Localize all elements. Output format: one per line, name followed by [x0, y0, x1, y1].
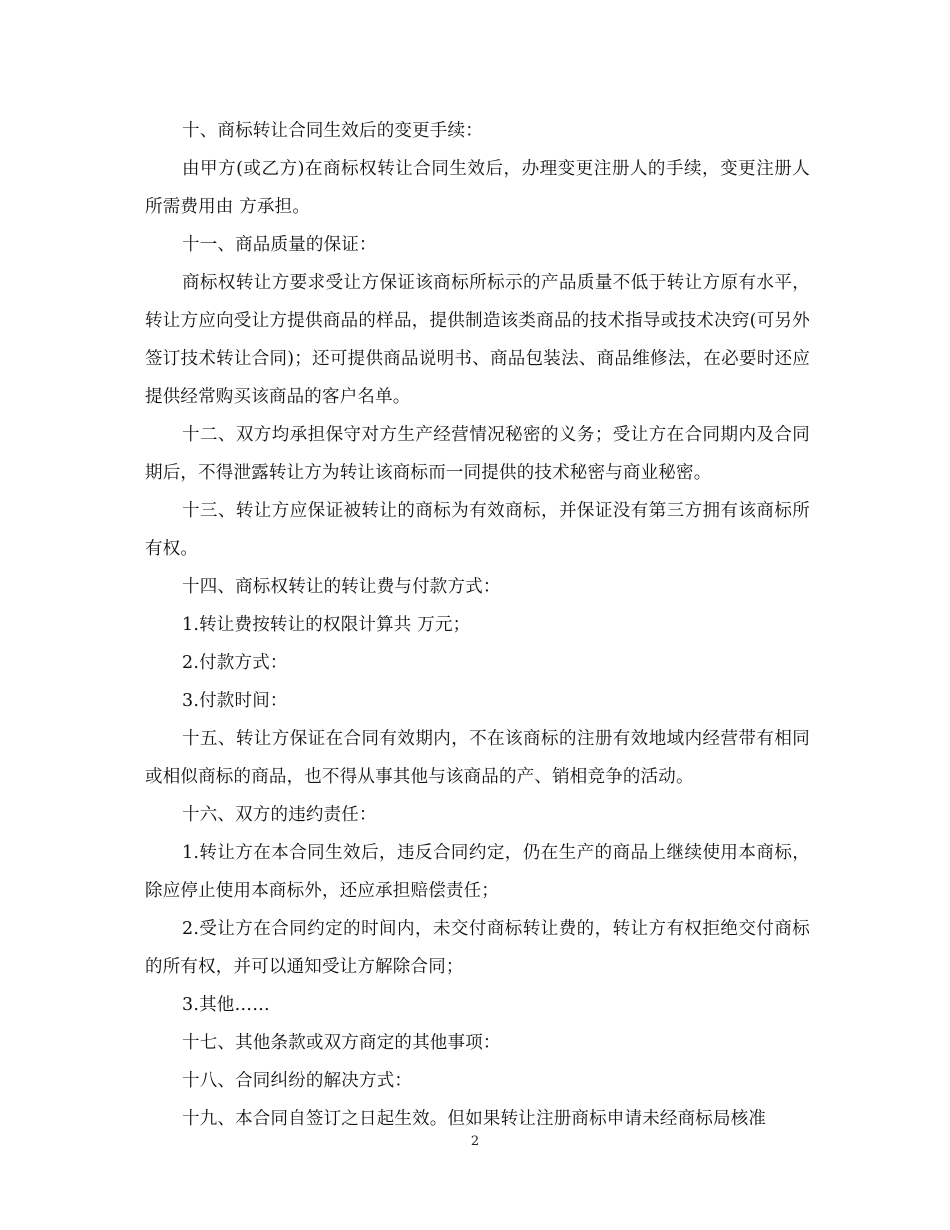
clause-16-heading: 十六、双方的违约责任： — [182, 805, 377, 825]
clause-15-text: 十五、转让方保证在合同有效期内，不在该商标的注册有效地域内经营带有相同或相似商标的商品，也不得从事其他与该商品的产、销相竞争的活动。 — [145, 729, 810, 787]
page-number: 2 — [470, 1134, 480, 1149]
clause-17-heading: 十七、其他条款或双方商定的其他事项： — [182, 1033, 501, 1053]
document-body — [145, 112, 810, 1138]
clause-14-item-1: 1.转让费按转让的权限计算共 万元； — [182, 615, 471, 635]
clause-14-item-3: 3.付款时间： — [182, 691, 288, 711]
clause-16-item-2: 2.受让方在合同约定的时间内，未交付商标转让费的，转让方有权拒绝交付商标的所有权，并可以通知受让方解除合同； — [145, 919, 810, 977]
clause-14-heading: 十四、商标权转让的转让费与付款方式： — [182, 577, 501, 597]
clause-18-heading: 十八、合同纠纷的解决方式： — [182, 1071, 413, 1091]
clause-14-item-2: 2.付款方式： — [182, 653, 288, 673]
clause-12-text: 十二、双方均承担保守对方生产经营情况秘密的义务；受让方在合同期内及合同期后，不得泄露转让方为转让该商标而一同提供的技术秘密与商业秘密。 — [145, 425, 810, 483]
clause-10-text: 由甲方(或乙方)在商标权转让合同生效后，办理变更注册人的手续，变更注册人所需费用由 方承担。 — [145, 159, 810, 217]
clause-13-text: 十三、转让方应保证被转让的商标为有效商标，并保证没有第三方拥有该商标所有权。 — [145, 501, 810, 559]
clause-11-text: 商标权转让方要求受让方保证该商标所标示的产品质量不低于转让方原有水平，转让方应向受让方提供商品的样品，提供制造该类商品的技术指导或技术决窍(可另外签订技术转让合同)；还可提供商品说明书、商品包装法、商品维修法，在必要时还应提供经常购买该商品的客户名单。 — [145, 273, 810, 407]
clause-16-item-3: 3.其他…… — [182, 995, 270, 1015]
clause-19-text: 十九、本合同自签订之日起生效。但如果转让注册商标申请未经商标局核准 — [182, 1109, 767, 1129]
clause-11-heading: 十一、商品质量的保证： — [182, 235, 377, 255]
clause-10-heading: 十、商标转让合同生效后的变更手续： — [182, 121, 483, 141]
clause-16-item-1: 1.转让方在本合同生效后，违反合同约定，仍在生产的商品上继续使用本商标，除应停止使用本商标外，还应承担赔偿责任； — [145, 843, 810, 901]
